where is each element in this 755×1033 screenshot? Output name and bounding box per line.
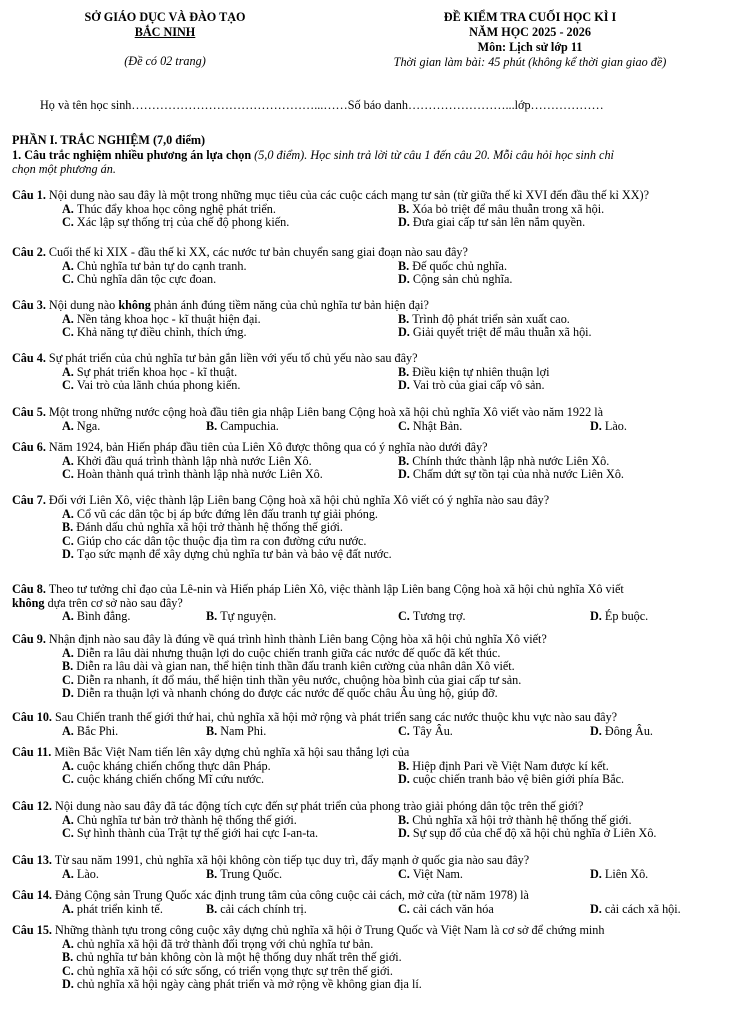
option-letter: B. <box>206 723 221 738</box>
option-text: Giúp cho các dân tộc thuộc địa tìm ra con đường cứu nước. <box>76 533 367 548</box>
question-stem <box>12 299 747 313</box>
question-number: Câu 6. <box>12 440 46 454</box>
option-letter: A. <box>62 723 77 738</box>
option-text: Sự hình thành của Trật tự thế giới hai cực I-an-ta. <box>76 826 319 841</box>
instruction-bold: 1. Câu trắc nghiệm nhiều phương án lựa chọn <box>12 148 252 162</box>
option-letter: D. <box>398 467 413 482</box>
question-text: Miền Bắc Việt Nam tiến lên xây dựng chủ nghĩa xã hội sau thắng lợi của <box>51 745 410 759</box>
option-b <box>398 760 609 774</box>
option-letter: B. <box>398 311 413 326</box>
option-letter: C. <box>62 215 77 230</box>
option-text: Đánh dấu chủ nghĩa xã hội trở thành hệ thống thế giới. <box>76 520 343 535</box>
option-b <box>398 814 632 828</box>
option-text: Nam Phi. <box>220 723 267 738</box>
question-text: Từ sau năm 1991, chủ nghĩa xã hội không còn tiếp tục duy trì, đẩy mạnh ở quốc gia nào sau đây? <box>51 853 530 867</box>
question-text: Đối với Liên Xô, việc thành lập Liên bang Cộng hoà xã hội chủ nghĩa Xô viết có ý nghĩa nào sau đây? <box>45 493 550 507</box>
option-c <box>398 903 494 917</box>
option-letter: A. <box>62 506 77 521</box>
option-b <box>398 260 507 274</box>
option-letter: B. <box>206 866 221 881</box>
option-b <box>62 521 343 535</box>
option-letter: C. <box>62 963 77 978</box>
option-text: Bắc Phi. <box>76 723 119 738</box>
time-note: Thời gian làm bài: 45 phút (không kể thời gian giao đề) <box>393 55 667 69</box>
option-a <box>62 508 378 522</box>
option-letter: B. <box>398 453 413 468</box>
option-letter: A. <box>62 201 77 216</box>
option-letter: A. <box>62 453 77 468</box>
option-letter: B. <box>62 950 77 965</box>
option-text: cải cách xã hội. <box>604 901 681 916</box>
question-number: Câu 10. <box>12 710 52 724</box>
option-b <box>206 725 266 739</box>
option-text: Đông Âu. <box>604 723 653 738</box>
option-text: Diễn ra lâu dài và gian nan, thể hiện tinh thần đấu tranh kiên cường của nhân dân Xô viết. <box>76 659 515 674</box>
option-text: Tạo sức mạnh để xây dựng chủ nghĩa tư bản và bảo vệ đất nước. <box>76 547 392 562</box>
header-left <box>40 10 290 69</box>
option-text: Khả năng tự điều chỉnh, thích ứng. <box>76 325 247 340</box>
option-text: Ép buộc. <box>604 609 649 624</box>
option-letter: A. <box>62 812 77 827</box>
option-text: Chủ nghĩa xã hội trở thành hệ thống thế giới. <box>412 812 632 827</box>
student-info-line: Họ và tên học sinh………………………………………...……Số báo danh……………………...lớp……………… <box>40 98 604 112</box>
option-letter: A. <box>62 936 77 951</box>
option-text: Chính thức thành lập nhà nước Liên Xô. <box>412 453 610 468</box>
option-letter: C. <box>62 325 77 340</box>
option-letter: C. <box>62 772 77 787</box>
option-letter: B. <box>398 812 413 827</box>
option-c <box>398 868 463 882</box>
option-text: Campuchia. <box>220 418 279 433</box>
question-text: Cuối thế kỉ XIX - đầu thế kỉ XX, các nước tư bản chuyển sang giai đoạn nào sau đây? <box>45 245 468 259</box>
option-text: Chủ nghĩa dân tộc cực đoan. <box>76 272 217 287</box>
option-text: Việt Nam. <box>412 866 463 881</box>
question-number: Câu 2. <box>12 245 46 259</box>
question-number: Câu 15. <box>12 923 52 937</box>
option-text: Diễn ra nhanh, ít đổ máu, thể hiện tinh thần yêu nước, chuộng hòa bình của giai cấp tư sản. <box>76 672 522 687</box>
option-d <box>62 978 422 992</box>
option-b <box>398 203 604 217</box>
exam-title: ĐỀ KIỂM TRA CUỐI HỌC KÌ I <box>443 10 617 24</box>
option-c <box>62 965 393 979</box>
option-letter: D. <box>398 378 413 393</box>
question-text: Những thành tựu trong công cuộc xây dựng chủ nghĩa xã hội ở Trung Quốc và Việt Nam là cơ sở để chứng minh <box>51 923 605 937</box>
province-name: BẮC NINH <box>134 25 196 39</box>
option-b <box>206 610 276 624</box>
question-text: Nhận định nào sau đây là đúng về quá trình hình thành Liên bang Cộng hòa xã hội chủ nghĩa Xô viết? <box>45 632 547 646</box>
question-text: Nội dung nào sau đây đã tác động tích cực đến sự phát triển của phong trào giải phóng dân tộc trên thế giới? <box>51 799 584 813</box>
option-c <box>62 216 289 230</box>
option-text: Diễn ra thuận lợi và nhanh chóng do được các nước đế quốc châu Âu ủng hộ, giúp đỡ. <box>76 686 498 701</box>
option-letter: C. <box>62 672 77 687</box>
option-c <box>62 674 521 688</box>
option-text: chủ nghĩa xã hội đã trở thành đối trọng với chủ nghĩa tư bản. <box>76 936 374 951</box>
option-letter: A. <box>62 311 77 326</box>
option-b <box>62 951 402 965</box>
option-text: Tương trợ. <box>412 609 466 624</box>
question-number: Câu 13. <box>12 853 52 867</box>
question-number: Câu 4. <box>12 351 46 365</box>
option-letter: A. <box>62 901 77 916</box>
option-a <box>62 938 373 952</box>
option-text: Điều kiện tự nhiên thuận lợi <box>412 364 550 379</box>
option-c <box>62 773 264 787</box>
question-text: Đảng Cộng sản Trung Quốc xác định trung tâm của công cuộc cải cách, mở cửa (từ năm 1978) là <box>51 888 529 902</box>
option-text: Xác lập sự thống trị của chế độ phong kiến. <box>76 215 290 230</box>
option-b <box>398 313 570 327</box>
question-text: Theo tư tưởng chỉ đạo của Lê-nin và Hiến pháp Liên Xô, việc thành lập Liên bang Cộng hoà xã hội chủ nghĩa Xô viết <box>45 582 624 596</box>
option-d <box>398 827 656 841</box>
option-a <box>62 868 99 882</box>
option-letter: D. <box>62 547 77 562</box>
option-letter: C. <box>62 272 77 287</box>
option-letter: C. <box>398 723 413 738</box>
question-stem <box>12 583 747 610</box>
option-d <box>590 725 653 739</box>
option-c <box>398 725 453 739</box>
option-d <box>590 610 648 624</box>
option-letter: A. <box>62 258 77 273</box>
option-text: Tây Âu. <box>412 723 453 738</box>
option-c <box>62 535 366 549</box>
question-number: Câu 14. <box>12 888 52 902</box>
section-heading: PHẦN I. TRẮC NGHIỆM (7,0 điểm) <box>12 133 206 147</box>
option-letter: D. <box>398 215 413 230</box>
option-b <box>206 868 282 882</box>
school-year: NĂM HỌC 2025 - 2026 <box>469 25 591 39</box>
section-title <box>12 133 742 147</box>
option-text: Chủ nghĩa tư bản trở thành hệ thống thế giới. <box>76 812 297 827</box>
option-c <box>62 379 240 393</box>
option-c <box>398 610 466 624</box>
option-letter: C. <box>398 901 413 916</box>
option-letter: B. <box>398 258 413 273</box>
option-text: Diễn ra lâu dài nhưng thuận lợi do cuộc chiến tranh giữa các nước đế quốc đã kết thúc. <box>76 645 501 660</box>
option-a <box>62 420 100 434</box>
option-letter: B. <box>398 201 413 216</box>
option-text: Vai trò của lãnh chúa phong kiến. <box>76 378 241 393</box>
option-a <box>62 260 247 274</box>
question-number: Câu 5. <box>12 405 46 419</box>
option-letter: B. <box>398 364 413 379</box>
option-d <box>398 773 624 787</box>
option-letter: D. <box>62 686 77 701</box>
question-stem <box>12 800 747 814</box>
option-a <box>62 203 276 217</box>
option-letter: D. <box>590 901 605 916</box>
option-letter: C. <box>62 378 77 393</box>
option-b <box>206 420 279 434</box>
option-text: Cổ vũ các dân tộc bị áp bức đứng lên đấu tranh tự giải phóng. <box>76 506 378 521</box>
option-text: Cộng sản chủ nghĩa. <box>412 272 513 287</box>
option-c <box>62 827 318 841</box>
option-letter: C. <box>62 826 77 841</box>
question-stem <box>12 854 747 868</box>
option-text: Sự phát triển khoa học - kĩ thuật. <box>76 364 238 379</box>
option-text: chủ nghĩa xã hội ngày càng phát triển và mở rộng về không gian địa lí. <box>76 977 422 992</box>
option-c <box>62 273 216 287</box>
option-d <box>398 273 512 287</box>
option-d <box>398 468 624 482</box>
option-letter: C. <box>62 533 77 548</box>
question-text: Một trong những nước cộng hoà đầu tiên gia nhập Liên bang Cộng hoà xã hội chủ nghĩa Xô viết vào năm 1922 là <box>45 405 604 419</box>
option-a <box>62 366 237 380</box>
option-letter: B. <box>62 520 77 535</box>
question-stem <box>12 889 747 903</box>
option-text: Trung Quốc. <box>220 866 283 881</box>
option-text: Đưa giai cấp tư sản lên nắm quyền. <box>412 215 586 230</box>
option-letter: A. <box>62 866 77 881</box>
option-d <box>398 326 592 340</box>
question-text: dựa trên cơ sở nào sau đây? <box>44 595 183 610</box>
option-text: Thúc đẩy khoa học công nghệ phát triển. <box>76 201 276 216</box>
department-name: SỞ GIÁO DỤC VÀ ĐÀO TẠO <box>84 10 246 24</box>
option-letter: D. <box>590 418 605 433</box>
question-stem <box>12 633 747 647</box>
option-text: cải cách chính trị. <box>220 901 307 916</box>
option-b <box>398 366 550 380</box>
subject: Môn: Lịch sử lớp 11 <box>477 40 583 54</box>
option-letter: A. <box>62 645 77 660</box>
question-text: phản ánh đúng tiềm năng của chủ nghĩa tư bản hiện đại? <box>150 298 429 312</box>
option-letter: B. <box>206 609 221 624</box>
option-text: Sự sụp đổ của chế độ xã hội chủ nghĩa ở Liên Xô. <box>412 826 657 841</box>
question-stem <box>12 441 747 455</box>
option-c <box>62 326 247 340</box>
option-a <box>62 313 261 327</box>
option-letter: B. <box>206 901 221 916</box>
option-a <box>62 903 163 917</box>
option-letter: D. <box>590 723 605 738</box>
option-text: Giải quyết triệt để mâu thuẫn xã hội. <box>412 325 592 340</box>
question-text: Sự phát triển của chủ nghĩa tư bản gắn liền với yếu tố chủ yếu nào sau đây? <box>45 351 418 365</box>
option-letter: D. <box>398 826 413 841</box>
option-text: Vai trò của giai cấp vô sản. <box>412 378 545 393</box>
option-text: Nền tảng khoa học - kĩ thuật hiện đại. <box>76 311 261 326</box>
question-stem <box>12 406 747 420</box>
question-stem <box>12 189 747 203</box>
option-letter: B. <box>62 659 77 674</box>
option-a <box>62 760 271 774</box>
option-a <box>62 725 118 739</box>
option-a <box>62 610 130 624</box>
option-text: cuộc kháng chiến chống thực dân Pháp. <box>76 758 271 773</box>
pages-note: (Đề có 02 trang) <box>124 54 206 68</box>
option-text: Chấm dứt sự tồn tại của nhà nước Liên Xô. <box>412 467 624 482</box>
option-d <box>62 687 498 701</box>
option-text: Nhật Bản. <box>412 418 463 433</box>
instruction-italic: (5,0 điểm). Học sinh trả lời từ câu 1 đến câu 20. Mỗi câu hỏi học sinh chỉ <box>251 148 614 162</box>
option-text: cuộc kháng chiến chống Mĩ cứu nước. <box>76 772 265 787</box>
question-number: Câu 11. <box>12 745 52 759</box>
question-number: Câu 9. <box>12 632 46 646</box>
option-letter: B. <box>398 758 413 773</box>
option-text: cuộc chiến tranh bảo vệ biên giới phía Bắc. <box>412 772 625 787</box>
section-instructions <box>12 148 742 176</box>
option-d <box>590 420 627 434</box>
option-text: Lào. <box>76 866 99 881</box>
option-b <box>398 455 609 469</box>
option-letter: D. <box>590 609 605 624</box>
question-number: Câu 3. <box>12 298 46 312</box>
option-letter: C. <box>398 609 413 624</box>
option-letter: D. <box>62 977 77 992</box>
option-d <box>398 379 545 393</box>
question-stem <box>12 494 747 508</box>
option-text: Hiệp định Pari về Việt Nam được kí kết. <box>412 758 609 773</box>
question-stem <box>12 246 747 260</box>
question-stem <box>12 924 747 938</box>
instruction-italic-2: chọn một phương án. <box>12 162 116 176</box>
option-d <box>590 868 648 882</box>
option-letter: D. <box>398 272 413 287</box>
option-letter: D. <box>590 866 605 881</box>
option-a <box>62 455 312 469</box>
option-text: chủ nghĩa tư bản không còn là một hệ thống duy nhất trên thế giới. <box>76 950 402 965</box>
question-number: Câu 8. <box>12 582 46 596</box>
header-right <box>330 10 730 70</box>
option-letter: A. <box>62 364 77 379</box>
option-letter: A. <box>62 418 77 433</box>
option-d <box>590 903 681 917</box>
option-letter: D. <box>398 772 413 787</box>
option-text: phát triển kinh tế. <box>76 901 163 916</box>
option-text: Xóa bỏ triệt để mâu thuẫn trong xã hội. <box>412 201 605 216</box>
option-text: Liên Xô. <box>604 866 649 881</box>
question-number: Câu 7. <box>12 493 46 507</box>
option-c <box>398 420 462 434</box>
option-text: Bình đẳng. <box>76 609 131 624</box>
question-stem <box>12 746 747 760</box>
option-text: Tự nguyện. <box>220 609 277 624</box>
option-letter: C. <box>398 418 413 433</box>
option-letter: A. <box>62 609 77 624</box>
question-stem <box>12 352 747 366</box>
option-text: Nga. <box>76 418 101 433</box>
option-c <box>62 468 323 482</box>
option-letter: C. <box>398 866 413 881</box>
option-letter: A. <box>62 758 77 773</box>
option-b <box>62 660 515 674</box>
option-d <box>398 216 585 230</box>
question-text: Nội dung nào sau đây là một trong những mục tiêu của các cuộc cách mạng tư sản (từ giữa thế kỉ XVI đến đầu thế kỉ XX)? <box>45 188 649 202</box>
option-text: Chủ nghĩa tư bản tự do cạnh tranh. <box>76 258 247 273</box>
question-text-emphasis: không <box>12 595 45 610</box>
question-text: Năm 1924, bản Hiến pháp đầu tiên của Liên Xô được thông qua có ý nghĩa nào dưới đây? <box>45 440 488 454</box>
option-text: chủ nghĩa xã hội có sức sống, có triển vọng thực sự trên thế giới. <box>76 963 393 978</box>
option-text: Lào. <box>604 418 627 433</box>
option-letter: C. <box>62 467 77 482</box>
option-letter: D. <box>398 325 413 340</box>
option-b <box>206 903 307 917</box>
question-text: Sau Chiến tranh thế giới thứ hai, chủ nghĩa xã hội mở rộng và phát triển sang các nước thuộc khu vực nào sau đây? <box>51 710 618 724</box>
option-a <box>62 814 297 828</box>
option-text: Trình độ phát triển sản xuất cao. <box>412 311 570 326</box>
option-text: cải cách văn hóa <box>412 901 494 916</box>
option-text: Khởi đầu quá trình thành lập nhà nước Liên Xô. <box>76 453 312 468</box>
option-text: Hoàn thành quá trình thành lập nhà nước Liên Xô. <box>76 467 323 482</box>
question-text: Nội dung nào <box>45 298 119 312</box>
option-a <box>62 647 500 661</box>
question-number: Câu 12. <box>12 799 52 813</box>
option-text: Đế quốc chủ nghĩa. <box>412 258 507 273</box>
question-text-emphasis: không <box>118 298 151 312</box>
option-letter: B. <box>206 418 221 433</box>
question-number: Câu 1. <box>12 188 46 202</box>
option-d <box>62 548 392 562</box>
question-stem <box>12 711 747 725</box>
